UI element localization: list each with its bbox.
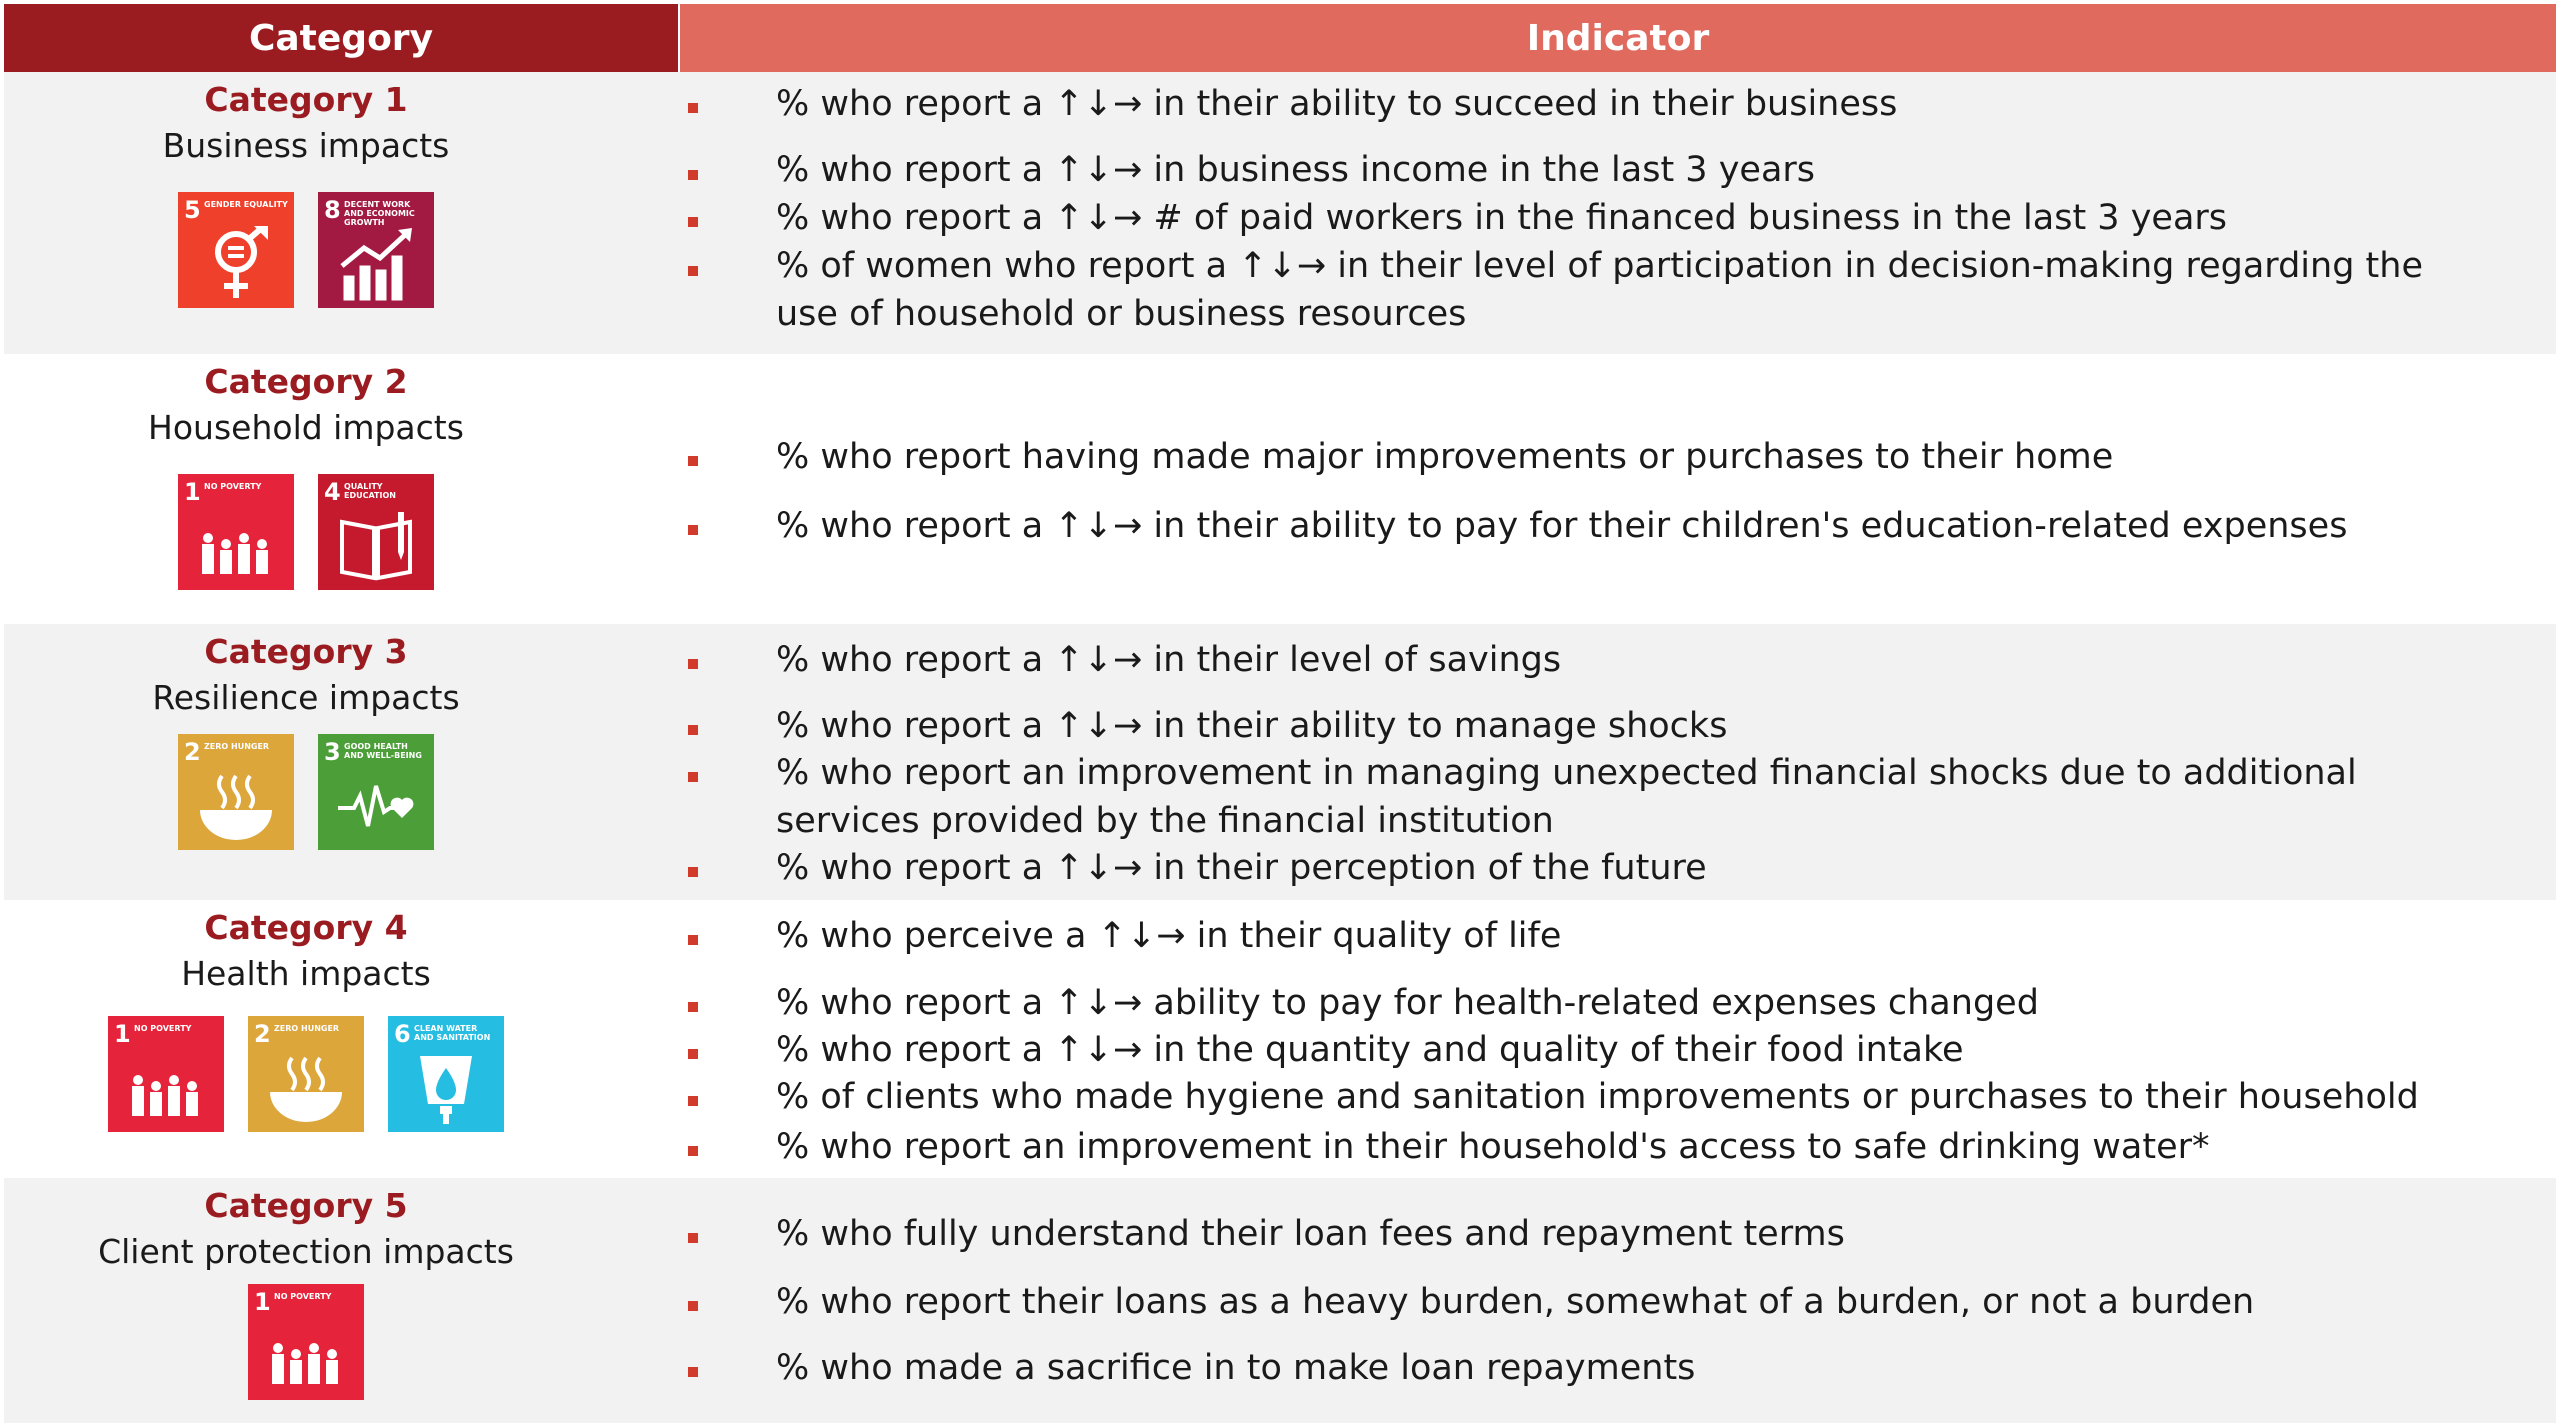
sdg-number: 1: [114, 1020, 131, 1048]
bullet-marker: [688, 1049, 698, 1059]
category-title: Category 5: [204, 1186, 408, 1225]
category-column-header: Category: [4, 4, 678, 72]
category-row-1: [4, 72, 2556, 354]
indicator-text: % who report a ↑↓→ in their level of savings: [776, 640, 1562, 680]
sdg-number: 4: [324, 478, 341, 506]
bullet-marker: [688, 266, 698, 276]
sdg-icon-group: [4, 192, 608, 308]
sdg-1-tile: [248, 1284, 364, 1400]
indicator-text: % who report having made major improvements or purchases to their home: [776, 437, 2114, 477]
category-subtitle: Health impacts: [181, 954, 431, 993]
bullet-marker: [688, 1233, 698, 1243]
sdg-number: 6: [394, 1020, 411, 1048]
bullet-marker: [688, 456, 698, 466]
indicator-text: % who report a ↑↓→ in business income in the last 3 years: [776, 150, 1816, 190]
indicator-text: % who report their loans as a heavy burden, somewhat of a burden, or not a burden: [776, 1282, 2255, 1322]
sdg-2-tile: [248, 1016, 364, 1132]
sdg-icon-group: [4, 474, 608, 590]
category-title: Category 1: [204, 80, 408, 119]
category-subtitle: Resilience impacts: [152, 678, 460, 717]
sdg-8-tile: [318, 192, 434, 308]
sdg-number: 8: [324, 196, 341, 224]
bullet-marker: [688, 867, 698, 877]
bullet-marker: [688, 217, 698, 227]
sdg-label: GENDER EQUALITY: [204, 200, 288, 209]
indicator-text: % who report an improvement in managing unexpected financial shocks due to additional services provided by the financial institution: [776, 753, 2357, 841]
bullet-marker: [688, 170, 698, 180]
indicator-text: % of clients who made hygiene and sanitation improvements or purchases to their household: [776, 1077, 2419, 1117]
bullet-marker: [688, 1367, 698, 1377]
category-subtitle: Client protection impacts: [98, 1232, 514, 1271]
bullet-marker: [688, 525, 698, 535]
indicator-text: % who report a ↑↓→ in their ability to pay for their children's education-related expenses: [776, 506, 2348, 546]
indicator-text: % who report a ↑↓→ # of paid workers in the financed business in the last 3 years: [776, 198, 2228, 238]
sdg-label: NO POVERTY: [274, 1292, 332, 1301]
sdg-label: CLEAN WATER AND SANITATION: [414, 1024, 491, 1042]
sdg-1-tile: [178, 474, 294, 590]
category-row-5: [4, 1178, 2556, 1423]
indicator-text: % who report a ↑↓→ in their ability to manage shocks: [776, 706, 1728, 746]
bullet-marker: [688, 935, 698, 945]
bullet-marker: [688, 772, 698, 782]
sdg-label: GOOD HEALTH AND WELL-BEING: [344, 742, 422, 760]
bullet-marker: [688, 1301, 698, 1311]
indicator-text: % who report a ↑↓→ in their perception of the future: [776, 848, 1707, 888]
category-row-4: [4, 900, 2556, 1178]
indicator-text: % who fully understand their loan fees and repayment terms: [776, 1214, 1845, 1254]
sdg-6-tile: [388, 1016, 504, 1132]
sdg-icon-group: [4, 734, 608, 850]
indicator-text: % who report a ↑↓→ in their ability to succeed in their business: [776, 84, 1898, 124]
bullet-marker: [688, 1002, 698, 1012]
category-title: Category 2: [204, 362, 408, 401]
sdg-number: 1: [254, 1288, 271, 1316]
bullet-marker: [688, 659, 698, 669]
bullet-marker: [688, 725, 698, 735]
bullet-marker: [688, 1146, 698, 1156]
bullet-marker: [688, 1096, 698, 1106]
category-row-2: [4, 354, 2556, 624]
category-row-3: [4, 624, 2556, 900]
sdg-number: 2: [254, 1020, 271, 1048]
indicator-text: % who report a ↑↓→ ability to pay for health-related expenses changed: [776, 983, 2039, 1023]
indicator-text: % who report a ↑↓→ in the quantity and quality of their food intake: [776, 1030, 1964, 1070]
indicator-text: % who perceive a ↑↓→ in their quality of life: [776, 916, 1562, 956]
sdg-icon-group: [4, 1284, 608, 1400]
category-subtitle: Household impacts: [148, 408, 464, 447]
sdg-label: NO POVERTY: [134, 1024, 192, 1033]
indicator-text: % who report an improvement in their household's access to safe drinking water*: [776, 1127, 2210, 1167]
sdg-number: 5: [184, 196, 201, 224]
category-title: Category 4: [204, 908, 408, 947]
sdg-2-tile: [178, 734, 294, 850]
indicator-text: % who made a sacrifice in to make loan repayments: [776, 1348, 1696, 1388]
sdg-4-tile: [318, 474, 434, 590]
sdg-number: 1: [184, 478, 201, 506]
sdg-number: 2: [184, 738, 201, 766]
sdg-icon-group: [4, 1016, 608, 1132]
sdg-5-tile: [178, 192, 294, 308]
sdg-3-tile: [318, 734, 434, 850]
sdg-label: QUALITY EDUCATION: [344, 482, 396, 500]
sdg-label: ZERO HUNGER: [204, 742, 270, 751]
sdg-number: 3: [324, 738, 341, 766]
indicator-text: % of women who report a ↑↓→ in their level of participation in decision-making regarding the use of household or business resources: [776, 246, 2423, 334]
category-title: Category 3: [204, 632, 408, 671]
sdg-label: NO POVERTY: [204, 482, 262, 491]
bullet-marker: [688, 103, 698, 113]
sdg-label: ZERO HUNGER: [274, 1024, 340, 1033]
sdg-label: DECENT WORK AND ECONOMIC GROWTH: [344, 200, 415, 227]
category-subtitle: Business impacts: [162, 126, 450, 165]
indicator-column-header: Indicator: [680, 4, 2556, 72]
sdg-1-tile: [108, 1016, 224, 1132]
